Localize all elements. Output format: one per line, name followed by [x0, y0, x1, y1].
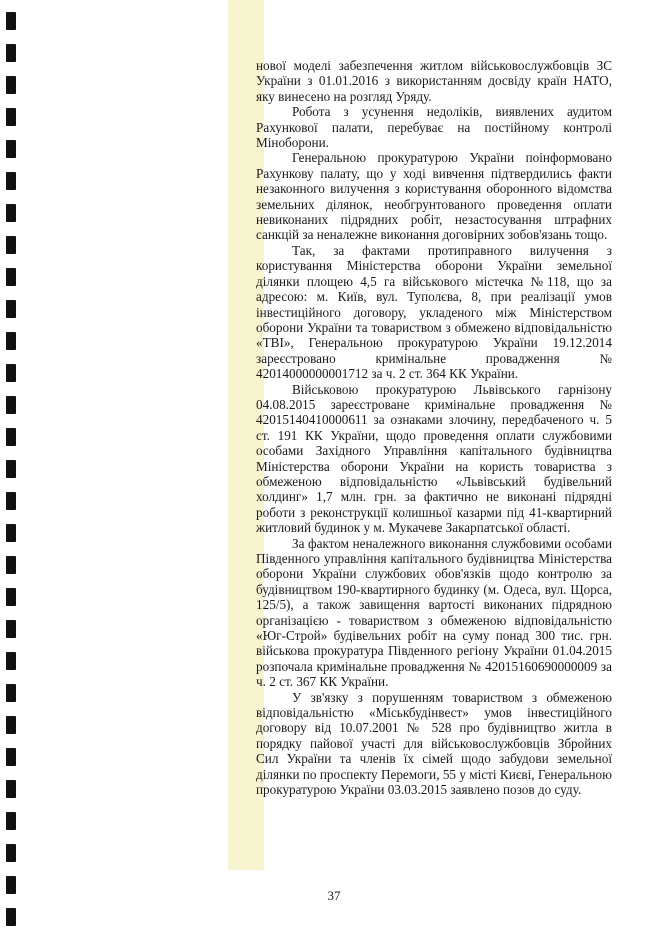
binding-hole: [6, 620, 16, 638]
binding-hole: [6, 428, 16, 446]
binding-hole: [6, 332, 16, 350]
binding-hole: [6, 908, 16, 926]
binding-hole: [6, 12, 16, 30]
paragraph-1: нової моделі забезпечення житлом військовослужбовців ЗС України з 01.01.2016 з використанням досвіду країн НАТО, яку винесено на розгляд Уряду.: [256, 58, 612, 104]
document-body: [256, 58, 612, 798]
binding-hole: [6, 76, 16, 94]
paragraph-2: Робота з усунення недоліків, виявлених аудитом Рахункової палати, перебуває на постійному контролі Міноборони.: [256, 104, 612, 151]
binding-hole: [6, 652, 16, 670]
paragraph-5: Військовою прокуратурою Львівського гарнізону 04.08.2015 зареєстроване кримінальне провадження № 42015140410000611 за ознаками злочину, передбаченого ч. 5 ст. 191 КК України, щодо проведення оплати службовими особами Західного Управління капітального будівництва Міністерства оборони України на користь товариства з обмеженою відповідальністю «Львівський будівельний холдинг» 1,7 млн. грн. за фактично не виконані підрядні роботи з реконструкції колишньої казарми під 41-квартирний житловий будинок у м. Мукачеве Закарпатської області.: [256, 381, 612, 536]
binding-hole: [6, 236, 16, 254]
binding-hole: [6, 588, 16, 606]
binding-hole: [6, 556, 16, 574]
binding-hole: [6, 140, 16, 158]
binding-hole: [6, 44, 16, 62]
paragraph-4: Так, за фактами протиправного вилучення з користування Міністерства оборони України земельної ділянки площею 4,5 га військового містечка №118, що за адресою: м. Київ, вул. Туполєва, 8, при реалізації умов інвестиційного договору, укладеного між Міністерством оборони України та товариством з обмежено відповідальністю «ТВІ», Генеральною прокуратурою України 19.12.2014 зареєстровано кримінальне провадження № 42014000000001712 за ч. 2 ст. 364 КК України.: [256, 242, 612, 382]
binding-hole: [6, 812, 16, 830]
binding-hole: [6, 108, 16, 126]
binding-hole: [6, 780, 16, 798]
paragraph-3: Генеральною прокуратурою України поінформовано Рахункову палату, що у ході вивчення підтвердились факти незаконного вилучення з користування оборонного відомства земельних ділянок, необгрунтованого проведення оплати невиконаних підрядних робіт, незастосування штрафних санкцій за неналежне виконання договірних зобов'язань тощо.: [256, 150, 612, 243]
binding-hole: [6, 268, 16, 286]
binding-hole: [6, 460, 16, 478]
binding-hole: [6, 300, 16, 318]
page-number: 37: [327, 888, 341, 903]
binding-hole: [6, 748, 16, 766]
paragraph-6: За фактом неналежного виконання службовими особами Південного управління капітального будівництва Міністерства оборони України службових обов'язків щодо контролю за будівництвом 190-квартирного будинку (м. Одеса, вул. Щорса, 125/5), а також завищення вартості виконаних підрядною організацією - товариством з обмеженою відповідальністю «Юг-Строй» будівельних робіт на суму понад 300 тис. грн. військова прокуратура Південного регіону України 01.04.2015 розпочала кримінальне провадження № 42015160690000009 за ч. 2 ст. 367 КК України.: [256, 535, 612, 690]
binding-hole: [6, 492, 16, 510]
binding-hole: [6, 172, 16, 190]
paragraph-7: У зв'язку з порушенням товариством з обмеженою відповідальністю «Міськбудінвест» умов інвестиційного договору від 10.07.2001 № 528 про будівництво житла в порядку пайової участі для військовослужбовців Збройних Сил України та членів їх сімей щодо забудови земельної ділянки по проспекту Перемоги, 55 у місті Києві, Генеральною прокуратурою України 03.03.2015 заявлено позов до суду.: [256, 689, 612, 798]
binding-hole: [6, 364, 16, 382]
binding-hole: [6, 844, 16, 862]
binding-hole: [6, 716, 16, 734]
binding-holes: [0, 0, 24, 936]
binding-hole: [6, 204, 16, 222]
binding-hole: [6, 524, 16, 542]
binding-hole: [6, 684, 16, 702]
binding-hole: [6, 396, 16, 414]
